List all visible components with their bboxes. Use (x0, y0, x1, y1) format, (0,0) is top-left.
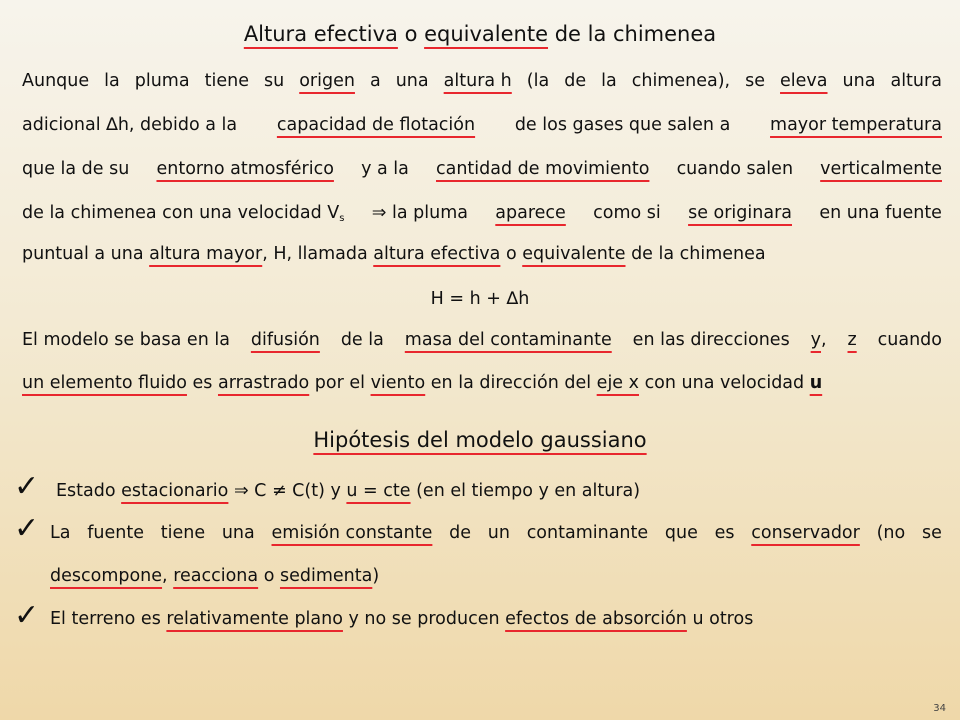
checkmark-icon-1: ✓ (14, 469, 40, 504)
formula: H = h + ∆h (430, 289, 530, 309)
checkmark-icon-3: ✓ (14, 598, 40, 633)
bullet-2-line2: descompone, reacciona o sedimenta) (50, 566, 380, 586)
para1-line5: puntual a una altura mayor, H, llamada altura efectiva o equivalente de la chimenea (22, 244, 766, 264)
para1-line2: adicional ∆h, debido a la capacidad de flotación de los gases que salen a mayor temperatura (22, 115, 942, 135)
para2-line1: El modelo se basa en la difusión de la masa del contaminante en las direcciones y, z cuando (22, 330, 942, 350)
slide-title: Altura efectiva o equivalente de la chimenea (243, 22, 717, 46)
page-number: 34 (933, 703, 946, 714)
hypothesis-title: Hipótesis del modelo gaussiano (313, 428, 647, 452)
bullet-3: El terreno es relativamente plano y no se producen efectos de absorción u otros (50, 609, 754, 629)
para2-line2: un elemento fluido es arrastrado por el viento en la dirección del eje x con una velocidad u (22, 373, 823, 393)
para1-line4: de la chimenea con una velocidad $V_s$ ⇒ la pluma aparece como si se originara en una fuente (22, 203, 942, 224)
bullet-1: Estado estacionario ⇒ C ≠ C(t) y u = cte (en el tiempo y en altura) (56, 481, 641, 501)
para1-line3: que la de su entorno atmosférico y a la cantidad de movimiento cuando salen verticalmente (22, 159, 942, 179)
bullet-2-line1: La fuente tiene una emisión constante de un contaminante que es conservador (no se (50, 523, 942, 543)
checkmark-icon-2: ✓ (14, 511, 40, 546)
para1-line1: Aunque la pluma tiene su origen a una altura h (la de la chimenea), se eleva una altura (22, 71, 942, 91)
